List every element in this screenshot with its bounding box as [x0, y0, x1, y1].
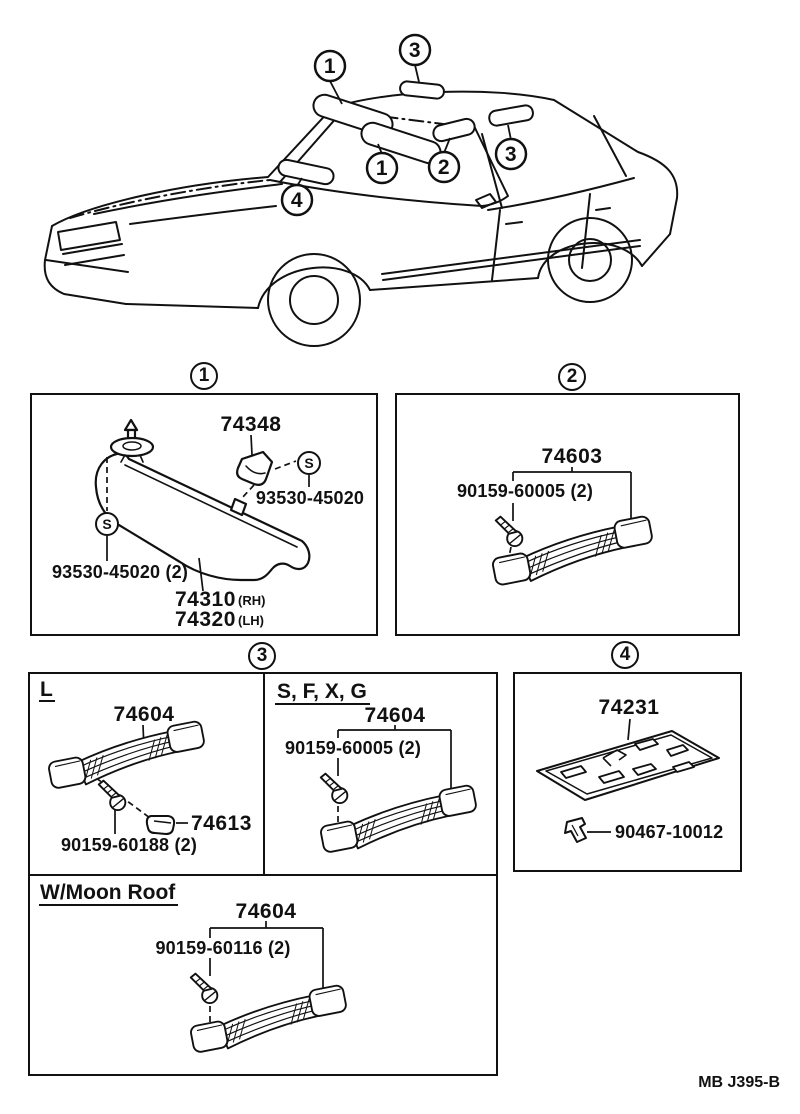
clip-90467-illustration — [565, 818, 586, 842]
box2-callout-number: 2 — [566, 366, 578, 387]
box1-drawing — [32, 395, 376, 634]
part-number-visor-lh: 74320 — [175, 608, 236, 631]
car-callout-4-plate — [282, 185, 312, 215]
part-number-screw: 90159-60005 (2) — [284, 738, 422, 758]
car-callout-label: 3 — [504, 143, 518, 166]
car-illustration — [30, 28, 690, 360]
car-plate-shape — [277, 158, 335, 185]
part-number-74604: 74604 — [364, 704, 426, 727]
s-fastener-symbol-right — [298, 452, 320, 474]
box3-callout-number: 3 — [256, 645, 268, 666]
part-number-74231: 74231 — [598, 696, 660, 719]
car-pillar-grip-shape — [432, 117, 477, 143]
box3moon-drawing — [30, 876, 496, 1074]
screw-icon — [321, 774, 348, 803]
detail-box-2-assist-grip — [395, 393, 740, 636]
part-number-screw: 90159-60005 (2) — [456, 481, 594, 501]
box2-callout-circle — [558, 363, 586, 391]
box1-callout-circle — [190, 362, 218, 390]
screw-icon — [99, 781, 126, 810]
detail-box-1-sun-visor — [30, 393, 378, 636]
part-number-screw-left: 93530-45020 (2) — [51, 562, 189, 582]
screw-icon — [496, 517, 523, 546]
assist-grip-illustration — [492, 515, 653, 585]
car-callout-label: 4 — [290, 189, 304, 212]
car-callout-label: 3 — [408, 39, 422, 62]
variant-title-sfxg: S, F, X, G — [277, 680, 367, 703]
detail-box-3-variant-moonroof — [28, 874, 498, 1076]
visor-lh-suffix: (LH) — [238, 613, 264, 628]
box1-callout-number: 1 — [198, 365, 210, 386]
cap-74613-illustration — [147, 816, 174, 834]
car-callout-label: 2 — [437, 156, 451, 179]
car-callout-1-front-visor — [315, 51, 345, 81]
screw-icon — [191, 974, 218, 1003]
part-number-74603: 74603 — [541, 445, 603, 468]
box4-drawing — [515, 674, 740, 870]
assist-grip-illustration — [48, 721, 205, 789]
s-fastener-symbol-left — [96, 513, 118, 535]
sun-visor-illustration — [96, 453, 310, 580]
part-number-screw-right: 93530-45020 — [255, 488, 365, 508]
box3-callout-circle — [248, 642, 276, 670]
visor-clip-74348-illustration — [237, 452, 272, 485]
plate-74231-illustration — [537, 731, 719, 800]
box4-callout-circle — [611, 641, 639, 669]
s-symbol-letter: S — [102, 516, 112, 532]
detail-box-4-plate — [513, 672, 742, 872]
variant-title-moonroof: W/Moon Roof — [40, 881, 176, 904]
part-number-74604: 74604 — [113, 703, 175, 726]
s-symbol-letter: S — [304, 455, 314, 471]
car-rear-grip-shape — [488, 104, 534, 126]
part-number-screw: 90159-60116 (2) — [155, 938, 291, 958]
page-code: MB J395-B — [698, 1074, 780, 1091]
car-callout-3-rear-grip — [496, 139, 526, 169]
part-number-visor-rh: 74310 — [175, 588, 236, 611]
part-number-74613: 74613 — [191, 812, 252, 835]
car-callout-2-pillar-grip — [429, 152, 459, 182]
car-callout-label: 1 — [323, 55, 337, 78]
detail-box-3-variant-sfxg — [263, 672, 498, 876]
detail-box-3-variant-l — [28, 672, 265, 876]
car-callout-3-roof — [400, 35, 430, 65]
part-number-screw: 90159-60188 (2) — [60, 835, 198, 855]
car-callout-label: 1 — [375, 157, 389, 180]
car-callout-1-second-visor — [367, 153, 397, 183]
part-number-74348: 74348 — [220, 413, 282, 436]
part-number-74604: 74604 — [235, 900, 297, 923]
car-roof-grip-shape — [399, 81, 444, 100]
box4-callout-number: 4 — [619, 644, 631, 665]
variant-title-l: L — [40, 678, 53, 701]
box3l-drawing — [30, 674, 263, 874]
box2-drawing — [397, 395, 738, 634]
part-number-90467: 90467-10012 — [615, 822, 724, 842]
box3sfxg-drawing — [265, 674, 496, 874]
visor-rh-suffix: (RH) — [238, 593, 266, 608]
